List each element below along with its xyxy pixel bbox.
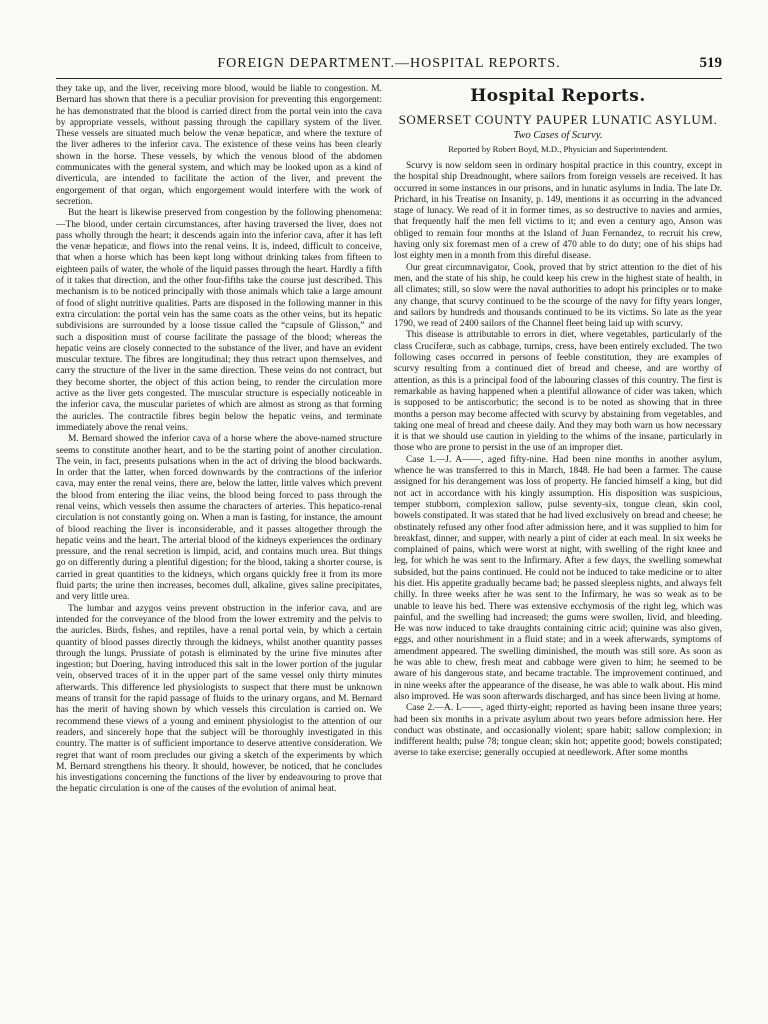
section-title: Hospital Reports.: [470, 86, 646, 106]
right-paragraph-4: Case 1.—J. A——, aged fifty-nine. Had been nine months in another asylum, whence he was transferred to this in March, 1848. He had been a farmer. The cause assigned for his derangement was loss of property. He fancied himself a king, but did not act in accordance with his kingly assumption. His disposition was suspicious, temper stubborn, complexion sallow, pulse seventy-six, tongue clean, skin cool, bowels constipated. It was stated that he had lived exclusively on bread and cheese; he obstinately refused any other food after admission here, and it was supplied to him for breakfast, dinner, and supper, with nearly a pint of cider at each meal. In six weeks he complained of pains, which were worst at night, with swelling of the right knee and leg, for which he was sent to the Infirmary. After a few days, the swelling somewhat subsided, but the pains continued. He could not be induced to take medicine or to alter his diet. His appetite gradually became bad; he passed sleepless nights, and always felt chilly. In three weeks after he was sent to the Infirmary, he was so weak as to be unable to leave his bed. There was extensive ecchymosis of the right leg, which was painful, and the swelling had increased; the gums were swollen, livid, and bleeding. He was now induced to take draughts containing citric acid; quinine was also given, eggs, and other nourishment in a fluid state; and in a week afterwards, symptoms of amendment appeared. The swelling diminished, the mouth was still sore. As soon as he was able to chew, fresh meat and cabbage were given to him; he seemed to be aware of his dangerous state, and became tractable. The improvement continued, and in nine weeks after the appearance of the disease, he was able to walk about. His mind also improved. He was soon afterwards discharged, and has since been living at home.: [394, 454, 722, 702]
right-paragraph-1: Scurvy is now seldom seen in ordinary hospital practice in this country, except in the hospital ship Dreadnought, where sailors from foreign vessels are received. It has occurred in some instances in our prisons, and in lunatic asylums in India. The late Dr. Prichard, in his Treatise on Insanity, p. 149, mentions it as occurring in the advanced stage of lunacy. We read of it in former times, as so destructive to navies and armies, that frequently half the men fell victims to it; and even a century ago, Anson was obliged to remain four months at the Island of Juan Fernandez, to recruit his crew, having only six foremast men of a crew of 470 able to do duty; one of his ships had lost eighty men in a month from this direful disease.: [394, 161, 722, 262]
right-paragraph-3: This disease is attributable to errors in diet, where vegetables, particularly of the class Cruciferæ, such as cabbage, turnips, cress, have been entirely excluded. The two following cases occurred in persons of feeble constitution, they are examples of scurvy resulting from a continued diet of bread and cheese, and are worthy of attention, as this is a principal food of the labouring classes of this country. The first is remarkable as having happened when a plentiful allowance of cider was taken, which is supposed to be antiscorbutic; the second is to be noted as showing that in three months a person may become affected with scurvy by abstaining from vegetables, and taking one meal of bread and cheese daily. And they may both warn us how necessary it is that we should use caution in yielding to the whims of the insane, particularly in those who are prone to persist in the use of an improper diet.: [394, 330, 722, 454]
left-paragraph-1: they take up, and the liver, receiving more blood, would be liable to congestion. M. Bernard has shown that there is a peculiar provision for preventing this engorgement: he has demonstrated that the blood is carried direct from the portal vein into the cava by appropriate vessels, without passing through the capillary system of the liver. These vessels are situated much below the venæ hepaticæ, and where the texture of the liver adheres to the inferior cava. The existence of these veins has been clearly shown in the horse. These vessels, by which the venous blood of the abdomen communicates with the general system, and which may be looked upon as a kind of diverticula, are intended to facilitate the action of the liver, and prevent the engorgement of that organ, which engorgement would interfere with the work of secretion.: [56, 84, 382, 207]
left-paragraph-4: The lumbar and azygos veins prevent obstruction in the inferior cava, and are intended for the conveyance of the blood from the lower extremity and the pelvis to the auricles. Birds, fishes, and reptiles, have a renal portal vein, by which a certain quantity of blood passes directly through the kidneys, whilst another quantity passes through the lungs. Prussiate of potash is eliminated by the urine five minutes after ingestion; but Doering, having introduced this salt in the lower portion of the jugular vein, observed traces of it in the upper part of the same vessel only thirty minutes afterwards. This difference led physiologists to suspect that there must be unknown means of transit for the rapid passage of fluids to the urinary organs, and M. Bernard has the merit of having shown by which vessels this circulation is carried on. We recommend these views of a young and eminent physiologist to the attention of our readers, and sincerely hope that the subject will be thoroughly investigated in this country. The matter is of sufficient importance to deserve attentive consideration. We regret that want of room precludes our giving a sketch of the experiments by which M. Bernard strengthens his theory. It should, however, be noticed, that he concludes his investigations concerning the functions of the liver by endeavouring to prove that the hepatic circulation is one of the causes of the evolution of animal heat.: [56, 603, 382, 795]
left-column: [56, 84, 382, 1004]
right-paragraph-2: Our great circumnavigator, Cook, proved that by strict attention to the diet of his men, and the state of his ship, he could keep his crew in the highest state of health, in all climates; still, so slow were the naval authorities to adopt his principles or to make any change, that scurvy continued to be the scourge of the navy for fifty years longer, and sailors by hundreds and thousands continued to be its victims. So late as the year 1790, we read of 2400 sailors of the Channel fleet being laid up with scurvy.: [394, 262, 722, 330]
right-paragraph-5: Case 2.—A. L——, aged thirty-eight; reported as having been insane three years; had been six months in a private asylum about two years before admission here. Her conduct was obstinate, and occasionally violent; spare habit; sallow complexion; in indifferent health; pulse 78; tongue clean; skin hot; appetite good; bowels constipated; averse to take exercise; generally occupied at needlework. After some months: [394, 703, 722, 759]
right-column: [394, 84, 722, 1004]
article-byline: Reported by Robert Boyd, M.D., Physician and Superintendent.: [448, 144, 668, 154]
article-subtitle: Two Cases of Scurvy.: [513, 130, 603, 141]
page-number: 519: [699, 55, 722, 71]
running-head-title: FOREIGN DEPARTMENT.—HOSPITAL REPORTS.: [217, 56, 561, 71]
running-head: [56, 52, 722, 79]
left-paragraph-3: M. Bernard showed the inferior cava of a horse where the above-named structure seems to constitute another heart, and to be the starting point of another circulation. The vein, in fact, presents pulsations when in the act of driving the blood backwards. In order that the latter, when forced downwards by the contractions of the inferior cava, may enter the renal veins, there are, below the latter, little valves which prevent the blood from entering the iliac veins, the blood being forced to pass through the renal veins, which vessels then assume the characters of arteries. This hepatico-renal circulation is not constantly going on. When a man is fasting, for instance, the amount of blood reaching the liver is inconsiderable, and it passes altogether through the hepatic veins and the heart. The arterial blood of the kidneys experiences the ordinary pressure, and the renal secretion is limpid, acid, and contains much urea. But things go on differently during a plentiful digestion; for the blood, taking a shorter course, is carried in great quantities to the kidneys, which organs quickly free it from its more fluid parts; the urine then increases, becomes dull, alkaline, gives saline precipitates, and very little urea.: [56, 434, 382, 603]
article-title: SOMERSET COUNTY PAUPER LUNATIC ASYLUM.: [398, 112, 718, 127]
left-paragraph-2: But the heart is likewise preserved from congestion by the following phenomena:—The blood, under certain circumstances, after having traversed the liver, does not pass wholly through the heart; it descends again into the inferior cava, after it has left the venæ hepaticæ, and flows into the renal veins. It is, indeed, difficult to conceive, that when a horse which has been kept long without drinking takes from fifteen to eighteen pails of water, the whole of the liquid passes through the heart. Hardly a fifth of it takes that direction, and the other four-fifths take the course just described. This mechanism is to be noticed principally with those animals which take a large amount of food of slight nutritive qualities. Parts are disposed in the following manner in this extra circulation: the portal vein has the same coats as the other veins, but its hepatic subdivisions are surrounded by a loose tissue called the “capsule of Glisson,” and such a disposition must of course facilitate the passage of the blood; whereas the hepatic veins are closely connected to the substance of the liver, and have an evident muscular texture. The fibres are longitudinal; they thus retract upon themselves, and carry the structure of the liver in the same direction. These veins do not contract, but they become shorter, the object of this action being, to render the circulation more active as the liver gets congested. The muscular structure is especially noticeable in the inferior cava, the muscular parietes of which are almost as strong as that forming the auricles. The contractile fibres begin below the hepatic veins, and terminate immediately above the renal veins.: [56, 208, 382, 433]
